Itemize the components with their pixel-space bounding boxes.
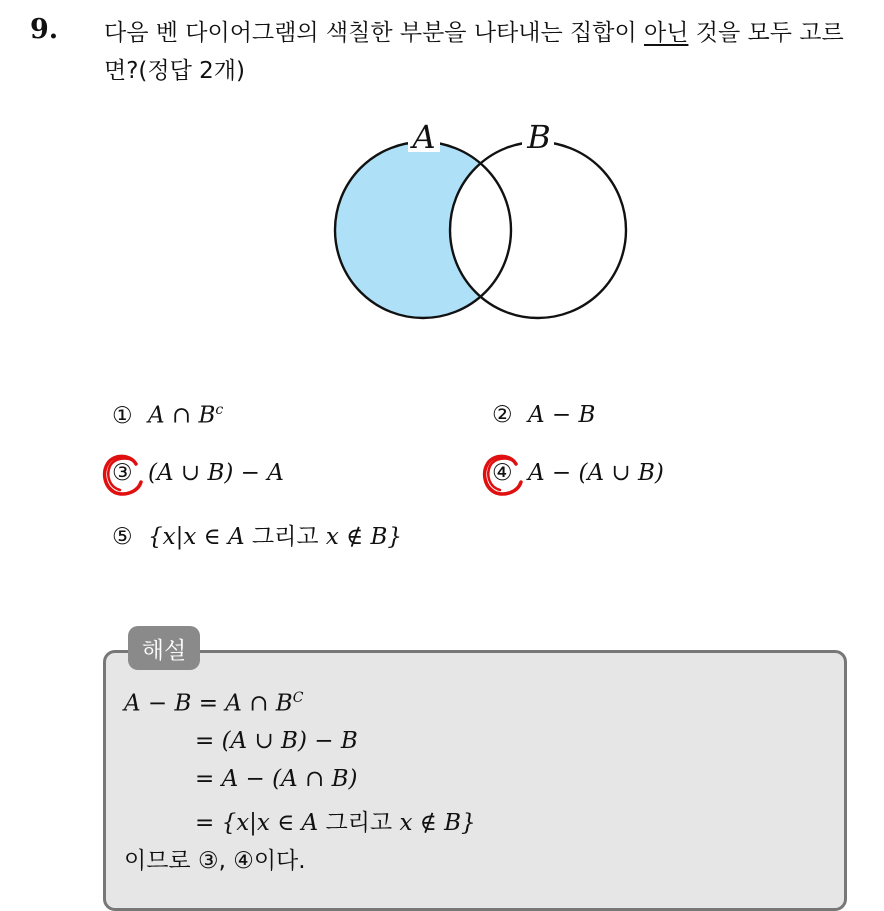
solution-tag: 해설	[128, 626, 200, 670]
option-5-expr-open: {x|x ∈ A	[148, 524, 252, 550]
option-4-expr: A − (A ∪ B)	[528, 460, 664, 486]
option-4[interactable]	[492, 460, 664, 486]
question-text-part2: 것을 모두 고르면?(정답 2개)	[104, 20, 844, 84]
option-5-expr-kor: 그리고	[251, 524, 319, 550]
solution-line-4	[195, 804, 476, 837]
solution-line-4-open: = {x|x ∈ A	[195, 810, 326, 836]
solution-line-3-expr: = A − (A ∩ B)	[195, 766, 358, 792]
solution-line-4-close: x ∉ B}	[392, 810, 476, 836]
option-5-expr-close: x ∉ B}	[318, 524, 403, 550]
option-1-expr: A ∩ B	[148, 402, 216, 429]
solution-line-3	[195, 766, 357, 792]
option-1[interactable]	[112, 402, 223, 429]
solution-conclusion: 이므로 ③, ④이다.	[124, 848, 306, 874]
option-1-number: ①	[112, 402, 133, 429]
option-5-number: ⑤	[112, 524, 133, 550]
solution-line-1-sup: C	[292, 690, 304, 706]
option-3-expr: (A ∪ B) − A	[148, 460, 284, 486]
set-b-label: B	[527, 118, 551, 156]
question-text-part1: 다음 벤 다이어그램의 색칠한 부분을 나타내는 집합이	[104, 20, 644, 46]
solution-line-1	[124, 690, 303, 717]
option-5[interactable]	[112, 518, 402, 551]
solution-line-4-kor: 그리고	[325, 810, 393, 836]
option-2-number: ②	[492, 402, 513, 428]
option-1-sup: c	[215, 402, 224, 418]
option-2[interactable]	[492, 402, 595, 428]
option-4-number: ④	[492, 460, 513, 486]
set-a-label: A	[412, 118, 436, 156]
venn-diagram	[320, 112, 640, 327]
option-3[interactable]	[112, 460, 284, 486]
solution-line-2	[195, 728, 358, 754]
solution-line-1-expr: A − B = A ∩ B	[124, 690, 293, 717]
solution-line-2-expr: = (A ∪ B) − B	[195, 728, 358, 754]
question-number: 9.	[30, 14, 59, 45]
option-2-expr: A − B	[528, 402, 596, 428]
question-text	[104, 14, 864, 90]
option-3-number: ③	[112, 460, 133, 486]
question-text-underlined: 아닌	[643, 20, 689, 46]
